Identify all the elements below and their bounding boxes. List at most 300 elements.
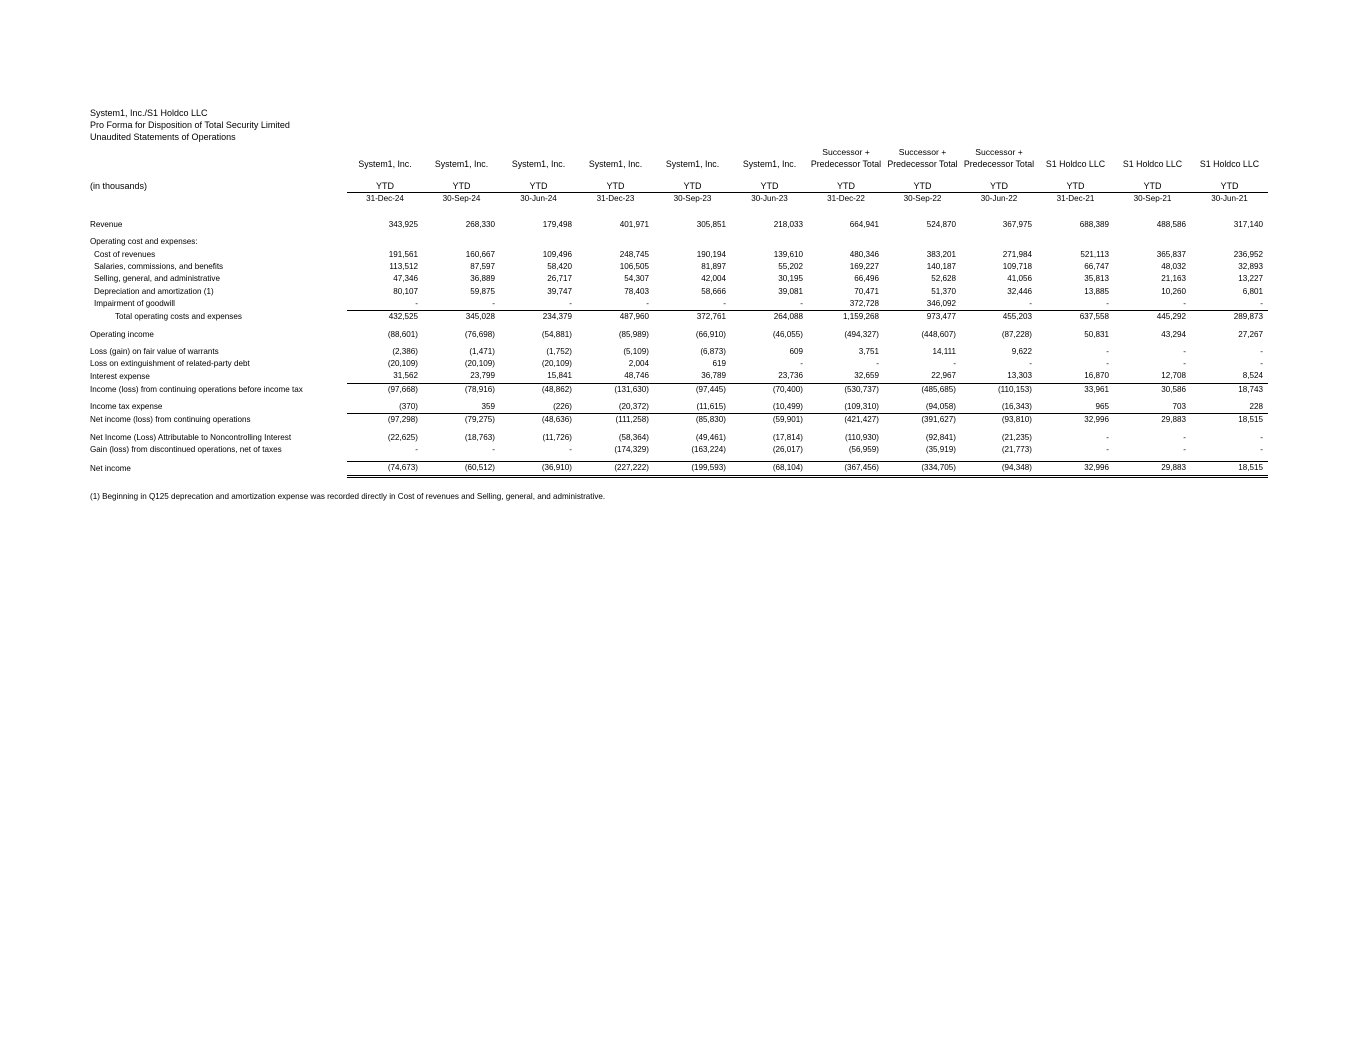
line-item-value: (530,737)	[844, 384, 879, 394]
row-total-opex	[90, 311, 1268, 324]
row-opex-header	[90, 236, 1268, 248]
line-item-value: (370)	[347, 401, 423, 414]
line-item-label: Net income	[90, 463, 131, 473]
line-item-value: (1,471)	[469, 346, 495, 356]
column-date-label: 30-Sep-23	[654, 192, 731, 205]
line-item-value: (58,364)	[618, 432, 649, 442]
line-item-value: 432,525	[388, 312, 418, 322]
line-item-label: Income tax expense	[90, 402, 163, 412]
line-item-value: 30,586	[1161, 384, 1186, 394]
line-item-value: 455,203	[1002, 312, 1032, 322]
line-item-value: (226)	[500, 401, 577, 414]
line-item-value: (227,222)	[577, 462, 654, 476]
row-depreciation	[90, 286, 1268, 298]
line-item-label: Impairment of goodwill	[94, 299, 175, 309]
line-item-value: (21,235)	[1001, 432, 1032, 442]
line-item-value: 609	[789, 346, 803, 356]
line-item-value	[577, 236, 654, 248]
line-item-value: 81,897	[701, 262, 726, 272]
row-impairment	[90, 298, 1268, 311]
line-item-value: 106,505	[619, 262, 649, 272]
line-item-value: 521,113	[1080, 249, 1109, 259]
column-period-label: YTD	[452, 180, 471, 191]
line-item-value: 32,446	[1007, 286, 1032, 296]
line-item-value: 32,893	[1238, 262, 1263, 272]
column-date-label: 31-Dec-22	[808, 192, 884, 205]
line-item-value: (163,224)	[691, 444, 726, 454]
line-item-value: 367,975	[1002, 220, 1032, 230]
column-date-label: 31-Dec-21	[1037, 192, 1114, 205]
line-item-value: 13,227	[1238, 274, 1263, 284]
line-item-value: 488,586	[1156, 220, 1186, 230]
line-item-value: -	[492, 444, 495, 454]
line-item-value: 12,708	[1114, 370, 1191, 383]
line-item-value: -	[1106, 346, 1109, 356]
column-entity-label: System1, Inc.	[511, 159, 566, 170]
line-item-value: 305,851	[696, 220, 726, 230]
line-item-value: 191,561	[388, 249, 418, 259]
line-item-value: 372,761	[696, 312, 726, 322]
column-date-label: 30-Sep-21	[1114, 192, 1191, 205]
line-item-value: (485,685)	[921, 384, 956, 394]
line-item-value: 359	[423, 401, 500, 414]
line-item-value: 190,194	[696, 249, 726, 259]
line-item-value: 234,379	[542, 312, 572, 322]
column-top-label	[1191, 146, 1268, 158]
line-item-value: (2,386)	[392, 346, 418, 356]
line-item-value: (88,601)	[387, 329, 418, 339]
line-item-value: (36,910)	[500, 462, 577, 476]
line-item-label: Total operating costs and expenses	[115, 312, 242, 322]
header-entity-row	[90, 158, 1268, 170]
column-entity-label: S1 Holdco LLC	[1199, 159, 1260, 170]
line-item-value: 26,717	[547, 274, 572, 284]
line-item-value: -	[347, 298, 423, 311]
line-item-value: -	[500, 298, 577, 311]
line-item-value: -	[1183, 359, 1186, 369]
line-item-value: (5,109)	[623, 346, 649, 356]
line-item-value: 58,420	[547, 262, 572, 272]
line-item-value: 345,028	[465, 312, 495, 322]
line-item-value: -	[415, 444, 418, 454]
line-item-value: (76,698)	[464, 329, 495, 339]
row-interest	[90, 370, 1268, 383]
line-item-value: 21,163	[1161, 274, 1186, 284]
column-period-label: YTD	[837, 180, 855, 191]
line-item-value: 52,628	[931, 274, 956, 284]
line-item-value: -	[1106, 444, 1109, 454]
line-item-value: 29,883	[1114, 462, 1191, 476]
column-entity-label: System1, Inc.	[434, 159, 489, 170]
line-item-value	[1191, 236, 1268, 248]
line-item-value: 23,736	[731, 370, 808, 383]
row-nci	[90, 432, 1268, 444]
line-item-value: (391,627)	[921, 415, 956, 425]
spacer-row	[90, 205, 1268, 214]
row-operating-income	[90, 329, 1268, 341]
line-item-value: (74,673)	[347, 462, 423, 476]
line-item-value: (367,456)	[808, 462, 884, 476]
line-item-value: 109,496	[542, 249, 572, 259]
line-item-value: (97,668)	[387, 384, 418, 394]
row-salaries	[90, 261, 1268, 273]
line-item-value: 965	[1037, 401, 1114, 414]
line-item-value: 18,743	[1238, 384, 1263, 394]
column-entity-label: Predecessor Total	[963, 159, 1035, 170]
column-date-label: 30-Jun-23	[731, 192, 808, 205]
line-item-value: (110,930)	[844, 432, 879, 442]
line-item-value: 31,562	[347, 370, 423, 383]
line-item-value: 66,496	[854, 274, 879, 284]
line-item-value: 35,813	[1084, 274, 1109, 284]
header-spacer	[90, 158, 347, 170]
line-item-value: 289,873	[1233, 312, 1263, 322]
line-item-value: 42,004	[701, 274, 726, 284]
line-item-label: Gain (loss) from discontinued operations, net of taxes	[90, 444, 282, 454]
header-period-row	[90, 180, 1268, 193]
line-item-value	[884, 236, 961, 248]
line-item-value: -	[876, 359, 879, 369]
line-item-value: (11,615)	[654, 401, 731, 414]
line-item-value: 383,201	[926, 249, 956, 259]
line-item-value: 10,260	[1161, 286, 1186, 296]
line-item-value: 264,088	[773, 312, 803, 322]
column-top-label	[347, 146, 423, 158]
units-label: (in thousands)	[90, 180, 148, 191]
line-item-value: 317,140	[1233, 220, 1263, 230]
line-item-value	[423, 236, 500, 248]
line-item-value: (18,763)	[464, 432, 495, 442]
header-date-row	[90, 192, 1268, 205]
column-date-label: 31-Dec-24	[347, 192, 423, 205]
row-discontinued	[90, 444, 1268, 456]
line-item-value	[961, 236, 1037, 248]
line-item-value: 13,885	[1084, 286, 1109, 296]
column-date-label: 30-Jun-21	[1191, 192, 1268, 205]
line-item-value: 43,294	[1161, 329, 1186, 339]
line-item-value: 113,512	[389, 262, 418, 272]
line-item-value: 87,597	[470, 262, 495, 272]
line-item-value: 109,718	[1002, 262, 1032, 272]
line-item-value: 78,403	[624, 286, 649, 296]
line-item-value: 55,202	[778, 262, 803, 272]
line-item-value: (20,109)	[541, 359, 572, 369]
line-item-value: 9,622	[1011, 346, 1032, 356]
line-item-value: 41,056	[1007, 274, 1032, 284]
line-item-value	[347, 236, 423, 248]
line-item-value: 271,984	[1002, 249, 1032, 259]
line-item-value: 66,747	[1084, 262, 1109, 272]
column-top-label	[1114, 146, 1191, 158]
line-item-value: (131,630)	[614, 384, 649, 394]
line-item-label: Loss on extinguishment of related-party debt	[90, 359, 250, 369]
line-item-label: Depreciation and amortization (1)	[94, 286, 214, 296]
line-item-value: 70,471	[854, 286, 879, 296]
line-item-label: Operating cost and expenses:	[90, 237, 198, 247]
line-item-label: Net Income (Loss) Attributable to Noncontrolling Interest	[90, 432, 292, 442]
line-item-value: (97,298)	[387, 415, 418, 425]
line-item-value: (11,726)	[542, 432, 572, 442]
line-item-value: 51,370	[931, 286, 956, 296]
column-period-label: YTD	[760, 180, 779, 191]
line-item-value	[500, 236, 577, 248]
line-item-value: 372,728	[808, 298, 884, 311]
column-top-label	[731, 146, 808, 158]
line-item-label: Salaries, commissions, and benefits	[94, 262, 224, 272]
line-item-value: 487,960	[619, 312, 649, 322]
column-entity-label: System1, Inc.	[358, 159, 412, 170]
line-item-value: -	[1260, 359, 1263, 369]
line-item-value: (94,058)	[884, 401, 961, 414]
line-item-value: -	[961, 298, 1037, 311]
line-item-value: 23,799	[423, 370, 500, 383]
line-item-value	[731, 236, 808, 248]
line-item-value: -	[1183, 432, 1186, 442]
row-revenue	[90, 219, 1268, 231]
header-spacer	[90, 192, 347, 205]
line-item-value: -	[1183, 346, 1186, 356]
line-item-value: -	[654, 298, 731, 311]
column-date-label: 30-Sep-22	[884, 192, 961, 205]
line-item-value: 365,837	[1156, 249, 1186, 259]
statement-table	[90, 146, 1268, 478]
column-top-label	[654, 146, 731, 158]
line-item-value: (109,310)	[808, 401, 884, 414]
line-item-value: 524,870	[926, 220, 956, 230]
line-item-value: 268,330	[465, 220, 495, 230]
company-name: System1, Inc./S1 Holdco LLC	[90, 108, 208, 118]
column-period-label: YTD	[606, 180, 625, 191]
line-item-value: 18,515	[1238, 415, 1263, 425]
column-top-label	[1037, 146, 1114, 158]
column-entity-label: Predecessor Total	[810, 159, 882, 170]
column-entity-label: S1 Holdco LLC	[1045, 159, 1106, 170]
column-period-label: YTD	[529, 180, 548, 191]
column-date-label: 30-Jun-24	[500, 192, 577, 205]
line-item-value: (46,055)	[772, 329, 803, 339]
line-item-value: (78,916)	[464, 384, 495, 394]
line-item-value: 236,952	[1233, 249, 1263, 259]
line-item-value: -	[1183, 444, 1186, 454]
line-item-value: 22,967	[884, 370, 961, 383]
line-item-value: -	[569, 444, 572, 454]
line-item-value: 54,307	[624, 274, 649, 284]
line-item-value: (97,445)	[695, 384, 726, 394]
line-item-value	[1037, 236, 1114, 248]
line-item-value: -	[1029, 359, 1032, 369]
line-item-value: 15,841	[500, 370, 577, 383]
line-item-value: 32,996	[1037, 462, 1114, 476]
line-item-value: 36,789	[654, 370, 731, 383]
line-item-value: 16,870	[1037, 370, 1114, 383]
line-item-value: (66,910)	[695, 329, 726, 339]
line-item-value: 346,092	[884, 298, 961, 311]
line-item-value: (94,348)	[961, 462, 1037, 476]
column-top-label	[423, 146, 500, 158]
line-item-value: 688,389	[1079, 220, 1109, 230]
column-entity-label: S1 Holdco LLC	[1122, 159, 1183, 170]
line-item-value: 59,875	[470, 286, 495, 296]
line-item-value: (54,881)	[541, 329, 572, 339]
line-item-value: 973,477	[926, 312, 956, 322]
line-item-value: 13,303	[961, 370, 1037, 383]
column-top-label: Successor +	[822, 147, 870, 157]
line-item-value: 39,747	[547, 286, 572, 296]
column-period-label: YTD	[1143, 180, 1162, 191]
line-item-label: Revenue	[90, 220, 123, 230]
line-item-value: -	[731, 298, 808, 311]
column-period-label: YTD	[683, 180, 702, 191]
line-item-value: (16,343)	[961, 401, 1037, 414]
line-item-value: (6,873)	[700, 346, 726, 356]
line-item-value: (22,625)	[387, 432, 418, 442]
line-item-value: (49,461)	[695, 432, 726, 442]
line-item-value: 2,004	[628, 359, 649, 369]
column-period-label: YTD	[1220, 180, 1239, 191]
line-item-value: -	[1037, 298, 1114, 311]
row-net-cont	[90, 414, 1268, 427]
column-period-label: YTD	[376, 180, 394, 191]
line-item-value: 50,831	[1084, 329, 1109, 339]
line-item-value: (10,499)	[731, 401, 808, 414]
line-item-value: (92,841)	[925, 432, 956, 442]
column-top-label	[500, 146, 577, 158]
line-item-value: 32,659	[808, 370, 884, 383]
header-spacer	[90, 146, 347, 158]
line-item-value: 445,292	[1156, 312, 1186, 322]
line-item-value: (48,636)	[541, 415, 572, 425]
line-item-value: (111,258)	[615, 415, 649, 425]
column-period-label: YTD	[1066, 180, 1085, 191]
column-entity-label: System1, Inc.	[742, 159, 797, 170]
line-item-value: 30,195	[778, 274, 803, 284]
row-tax	[90, 401, 1268, 414]
line-item-value	[808, 236, 884, 248]
line-item-value: (70,400)	[772, 384, 803, 394]
line-item-value: (334,705)	[884, 462, 961, 476]
line-item-label: Net income (loss) from continuing operations	[90, 415, 251, 425]
line-item-value: 47,346	[393, 274, 418, 284]
spacer-row	[90, 171, 1268, 180]
line-item-value: (68,104)	[731, 462, 808, 476]
line-item-value: (35,919)	[925, 444, 956, 454]
line-item-value: 248,745	[619, 249, 649, 259]
line-item-value: -	[1106, 359, 1109, 369]
line-item-value: 32,996	[1084, 415, 1109, 425]
line-item-value: 48,032	[1161, 262, 1186, 272]
line-item-value: (59,901)	[772, 415, 803, 425]
line-item-value: 343,925	[388, 220, 418, 230]
line-item-value: -	[1260, 432, 1263, 442]
line-item-value: 1,159,268	[842, 312, 879, 322]
line-item-value: (21,773)	[1001, 444, 1032, 454]
header-top-row	[90, 146, 1268, 158]
column-top-label: Successor +	[975, 147, 1023, 157]
line-item-label: Loss (gain) on fair value of warrants	[90, 346, 219, 356]
line-item-value: (85,830)	[695, 415, 726, 425]
line-item-value: (421,427)	[844, 415, 879, 425]
column-entity-label: Predecessor Total	[887, 159, 958, 170]
line-item-value: -	[953, 359, 956, 369]
line-item-value: 480,346	[849, 249, 879, 259]
line-item-value: -	[1260, 346, 1263, 356]
line-item-label: Interest expense	[90, 371, 150, 381]
line-item-value: 218,033	[773, 220, 803, 230]
line-item-value: 39,081	[778, 286, 803, 296]
line-item-label: Operating income	[90, 329, 154, 339]
line-item-value: (85,989)	[618, 329, 649, 339]
line-item-value: (87,228)	[1001, 329, 1032, 339]
line-item-value: -	[577, 298, 654, 311]
line-item-value: (79,275)	[464, 415, 495, 425]
line-item-value: -	[1106, 432, 1109, 442]
line-item-value: 29,883	[1161, 415, 1186, 425]
line-item-value: 27,267	[1238, 329, 1263, 339]
row-net-income	[90, 462, 1268, 476]
footnote: (1) Beginning in Q125 deprecation and amortization expense was recorded directly in Cost of revenues and Selling, general, and administrative.	[90, 491, 606, 501]
line-item-value: (110,153)	[997, 384, 1032, 394]
line-item-value: 664,941	[849, 220, 879, 230]
line-item-value: (17,814)	[772, 432, 803, 442]
column-date-label: 30-Sep-24	[423, 192, 500, 205]
line-item-value: -	[423, 298, 500, 311]
line-item-label: Cost of revenues	[94, 249, 156, 259]
line-item-value: 619	[712, 359, 726, 369]
row-sga	[90, 273, 1268, 285]
line-item-label: Income (loss) from continuing operations before income tax	[90, 384, 303, 394]
line-item-value: 179,498	[542, 220, 572, 230]
column-top-label	[577, 146, 654, 158]
line-item-value: -	[1114, 298, 1191, 311]
line-item-value: 169,227	[849, 262, 879, 272]
report-subtitle: Unaudited Statements of Operations	[90, 132, 236, 142]
line-item-value: (56,959)	[848, 444, 879, 454]
line-item-value: 36,889	[470, 274, 495, 284]
line-item-value: 58,666	[701, 286, 726, 296]
line-item-value: (20,372)	[577, 401, 654, 414]
line-item-value: (448,607)	[921, 329, 956, 339]
line-item-value: 140,187	[926, 262, 956, 272]
line-item-value: 160,667	[465, 249, 495, 259]
line-item-value: -	[1191, 298, 1268, 311]
row-warrants	[90, 346, 1268, 358]
column-entity-label: System1, Inc.	[588, 159, 643, 170]
line-item-value: 637,558	[1079, 312, 1109, 322]
line-item-value: (174,329)	[614, 444, 649, 454]
line-item-value: 3,751	[858, 346, 879, 356]
statement-sheet	[90, 107, 1268, 501]
line-item-value: 48,746	[577, 370, 654, 383]
row-extinguishment	[90, 358, 1268, 370]
line-item-value: 18,515	[1191, 462, 1268, 476]
column-entity-label: System1, Inc.	[665, 159, 720, 170]
line-item-value: (26,017)	[772, 444, 803, 454]
column-date-label: 30-Jun-22	[961, 192, 1037, 205]
line-item-value: (48,862)	[541, 384, 572, 394]
column-period-label: YTD	[990, 180, 1008, 191]
line-item-value: -	[1260, 444, 1263, 454]
line-item-value	[1114, 236, 1191, 248]
line-item-value	[654, 236, 731, 248]
line-item-label: Selling, general, and administrative	[94, 274, 220, 284]
report-title: Pro Forma for Disposition of Total Security Limited	[90, 120, 290, 130]
line-item-value: (494,327)	[844, 329, 879, 339]
column-top-label: Successor +	[898, 147, 947, 157]
column-period-label: YTD	[913, 180, 932, 191]
line-item-value: 703	[1114, 401, 1191, 414]
line-item-value: 6,801	[1242, 286, 1263, 296]
line-item-value: 80,107	[393, 286, 418, 296]
